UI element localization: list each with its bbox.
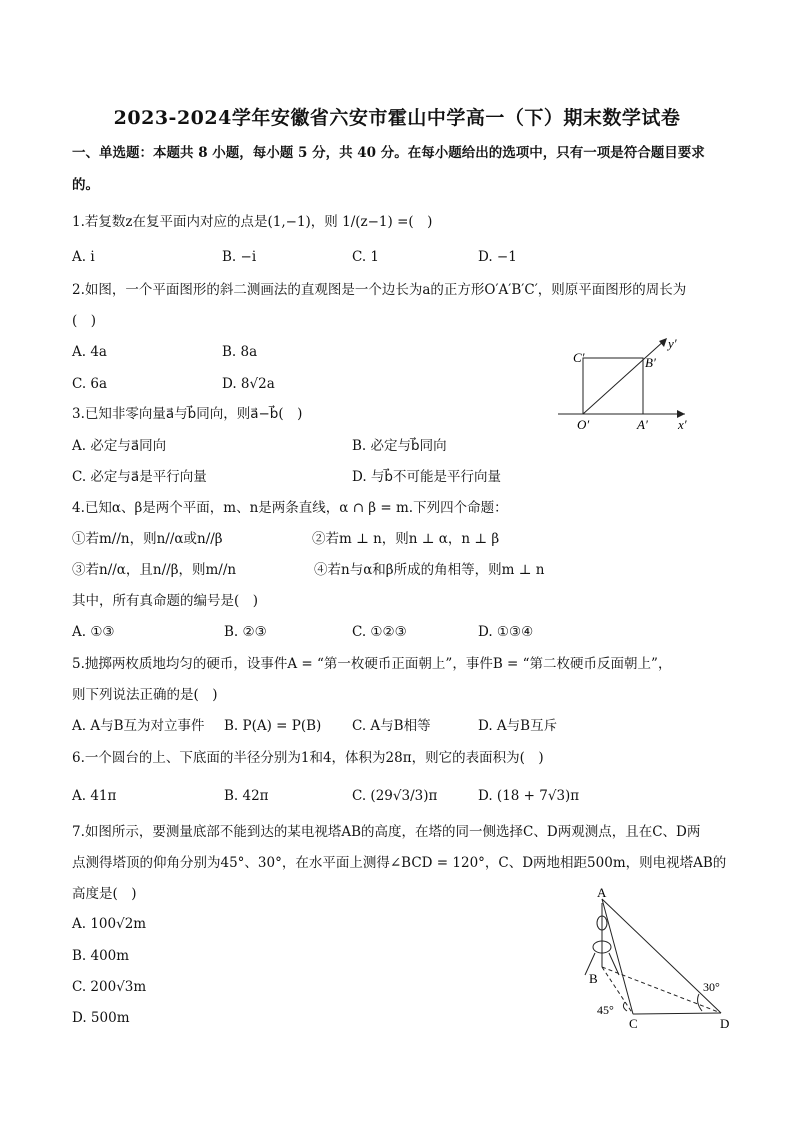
question-5-stem-cont: 则下列说法正确的是( ) <box>72 687 218 703</box>
q5-option-a: A. A与B互为对立事件 <box>72 718 205 734</box>
label-d: D <box>720 1016 730 1031</box>
q1-option-d: D. −1 <box>478 249 517 265</box>
question-1-stem: 1.若复数z在复平面内对应的点是(1,−1)，则 1/(z−1) =( ) <box>72 214 433 230</box>
q2-option-c: C. 6a <box>72 376 108 392</box>
question-2-stem: 2.如图，一个平面图形的斜二测画法的直观图是一个边长为a的正方形O′A′B′C′，则原平面图形的周长为 <box>72 282 687 298</box>
label-c: C <box>629 1016 638 1031</box>
q3-option-a: A. 必定与a⃗同向 <box>72 438 167 454</box>
q4-prop-4: ④若n与α和β所成的角相等，则m ⊥ n <box>314 562 545 578</box>
question-3-stem: 3.已知非零向量a⃗与b⃗同向，则a⃗−b⃗( ) <box>72 406 303 422</box>
section-header-cont: 的。 <box>72 177 99 193</box>
label-a-prime: A′ <box>637 417 648 432</box>
question-4-ask: 其中，所有真命题的编号是( ) <box>72 593 259 609</box>
q5-option-c: C. A与B相等 <box>352 718 431 734</box>
q7-option-a: A. 100√2m <box>72 916 147 932</box>
line-ac <box>602 899 633 1014</box>
question-7-stem-cont: 点测得塔顶的仰角分别为45°、30°，在水平面上测得∠BCD = 120°，C、D两地相距500m，则电视塔AB的 <box>72 855 727 871</box>
q2-option-a: A. 4a <box>72 344 107 360</box>
q2-option-b: B. 8a <box>222 344 258 360</box>
q3-option-c: C. 必定与a⃗是平行向量 <box>72 469 207 485</box>
q4-option-c: C. ①②③ <box>352 624 407 640</box>
q6-option-d: D. (18 + 7√3)π <box>478 788 580 804</box>
label-a: A <box>597 885 607 900</box>
label-b: B <box>589 971 598 986</box>
question-5-stem: 5.抛掷两枚质地均匀的硬币，设事件A = “第一枚硬币正面朝上”，事件B = “第二枚硬币反面朝上”， <box>72 656 672 672</box>
question-6-stem: 6.一个圆台的上、下底面的半径分别为1和4，体积为28π，则它的表面积为( ) <box>72 750 544 766</box>
q6-option-a: A. 41π <box>72 788 117 804</box>
q2-figure-square <box>550 328 700 438</box>
q6-option-c: C. (29√3/3)π <box>352 788 438 804</box>
question-2-stem-cont: ( ) <box>72 313 97 329</box>
q5-option-b: B. P(A) = P(B) <box>224 718 322 734</box>
q5-option-d: D. A与B互斥 <box>478 718 558 734</box>
q3-option-d: D. 与b⃗不可能是平行向量 <box>352 469 501 485</box>
label-y-prime: y′ <box>668 336 677 351</box>
q4-option-d: D. ①③④ <box>478 624 534 640</box>
q4-prop-2: ②若m ⊥ n，则n ⊥ α，n ⊥ β <box>312 531 500 547</box>
q1-option-b: B. −i <box>222 249 257 265</box>
label-angle-45: 45° <box>597 1003 614 1017</box>
line-cd <box>633 1013 721 1014</box>
q2-option-d: D. 8√2a <box>222 376 275 392</box>
label-b-prime: B′ <box>645 355 656 370</box>
label-x-prime: x′ <box>678 417 687 432</box>
label-angle-30: 30° <box>703 980 720 994</box>
question-4-stem: 4.已知α、β是两个平面，m、n是两条直线，α ∩ β = m.下列四个命题： <box>72 500 508 516</box>
label-c-prime: C′ <box>573 350 585 365</box>
q7-option-c: C. 200√3m <box>72 979 147 995</box>
q4-option-b: B. ②③ <box>224 624 267 640</box>
q4-option-a: A. ①③ <box>72 624 115 640</box>
q3-option-b: B. 必定与b⃗同向 <box>352 438 447 454</box>
page-title: 2023-2024学年安徽省六安市霍山中学高一（下）期末数学试卷 <box>113 107 681 129</box>
q4-prop-1: ①若m//n，则n//α或n//β <box>72 531 223 547</box>
section-header: 一、单选题：本题共 8 小题，每小题 5 分，共 40 分。在每小题给出的选项中，只有一项是符合题目要求 <box>72 145 705 161</box>
question-7-stem: 7.如图所示，要测量底部不能到达的某电视塔AB的高度，在塔的同一侧选择C、D两观测点，且在C、D两 <box>72 824 701 840</box>
question-7-stem-cont2: 高度是( ) <box>72 886 137 902</box>
y-axis <box>583 340 665 414</box>
y-axis-arrow <box>659 338 667 347</box>
q4-prop-3: ③若n//α，且n//β，则m//n <box>72 562 237 578</box>
q6-option-b: B. 42π <box>224 788 269 804</box>
q7-option-b: B. 400m <box>72 948 130 964</box>
q1-option-c: C. 1 <box>352 249 380 265</box>
label-o-prime: O′ <box>577 417 590 432</box>
q7-option-d: D. 500m <box>72 1010 130 1026</box>
line-ad <box>602 899 721 1013</box>
angle-arc-d <box>698 994 702 1011</box>
q1-option-a: A. i <box>72 249 95 265</box>
q7-figure-tower <box>575 883 740 1035</box>
